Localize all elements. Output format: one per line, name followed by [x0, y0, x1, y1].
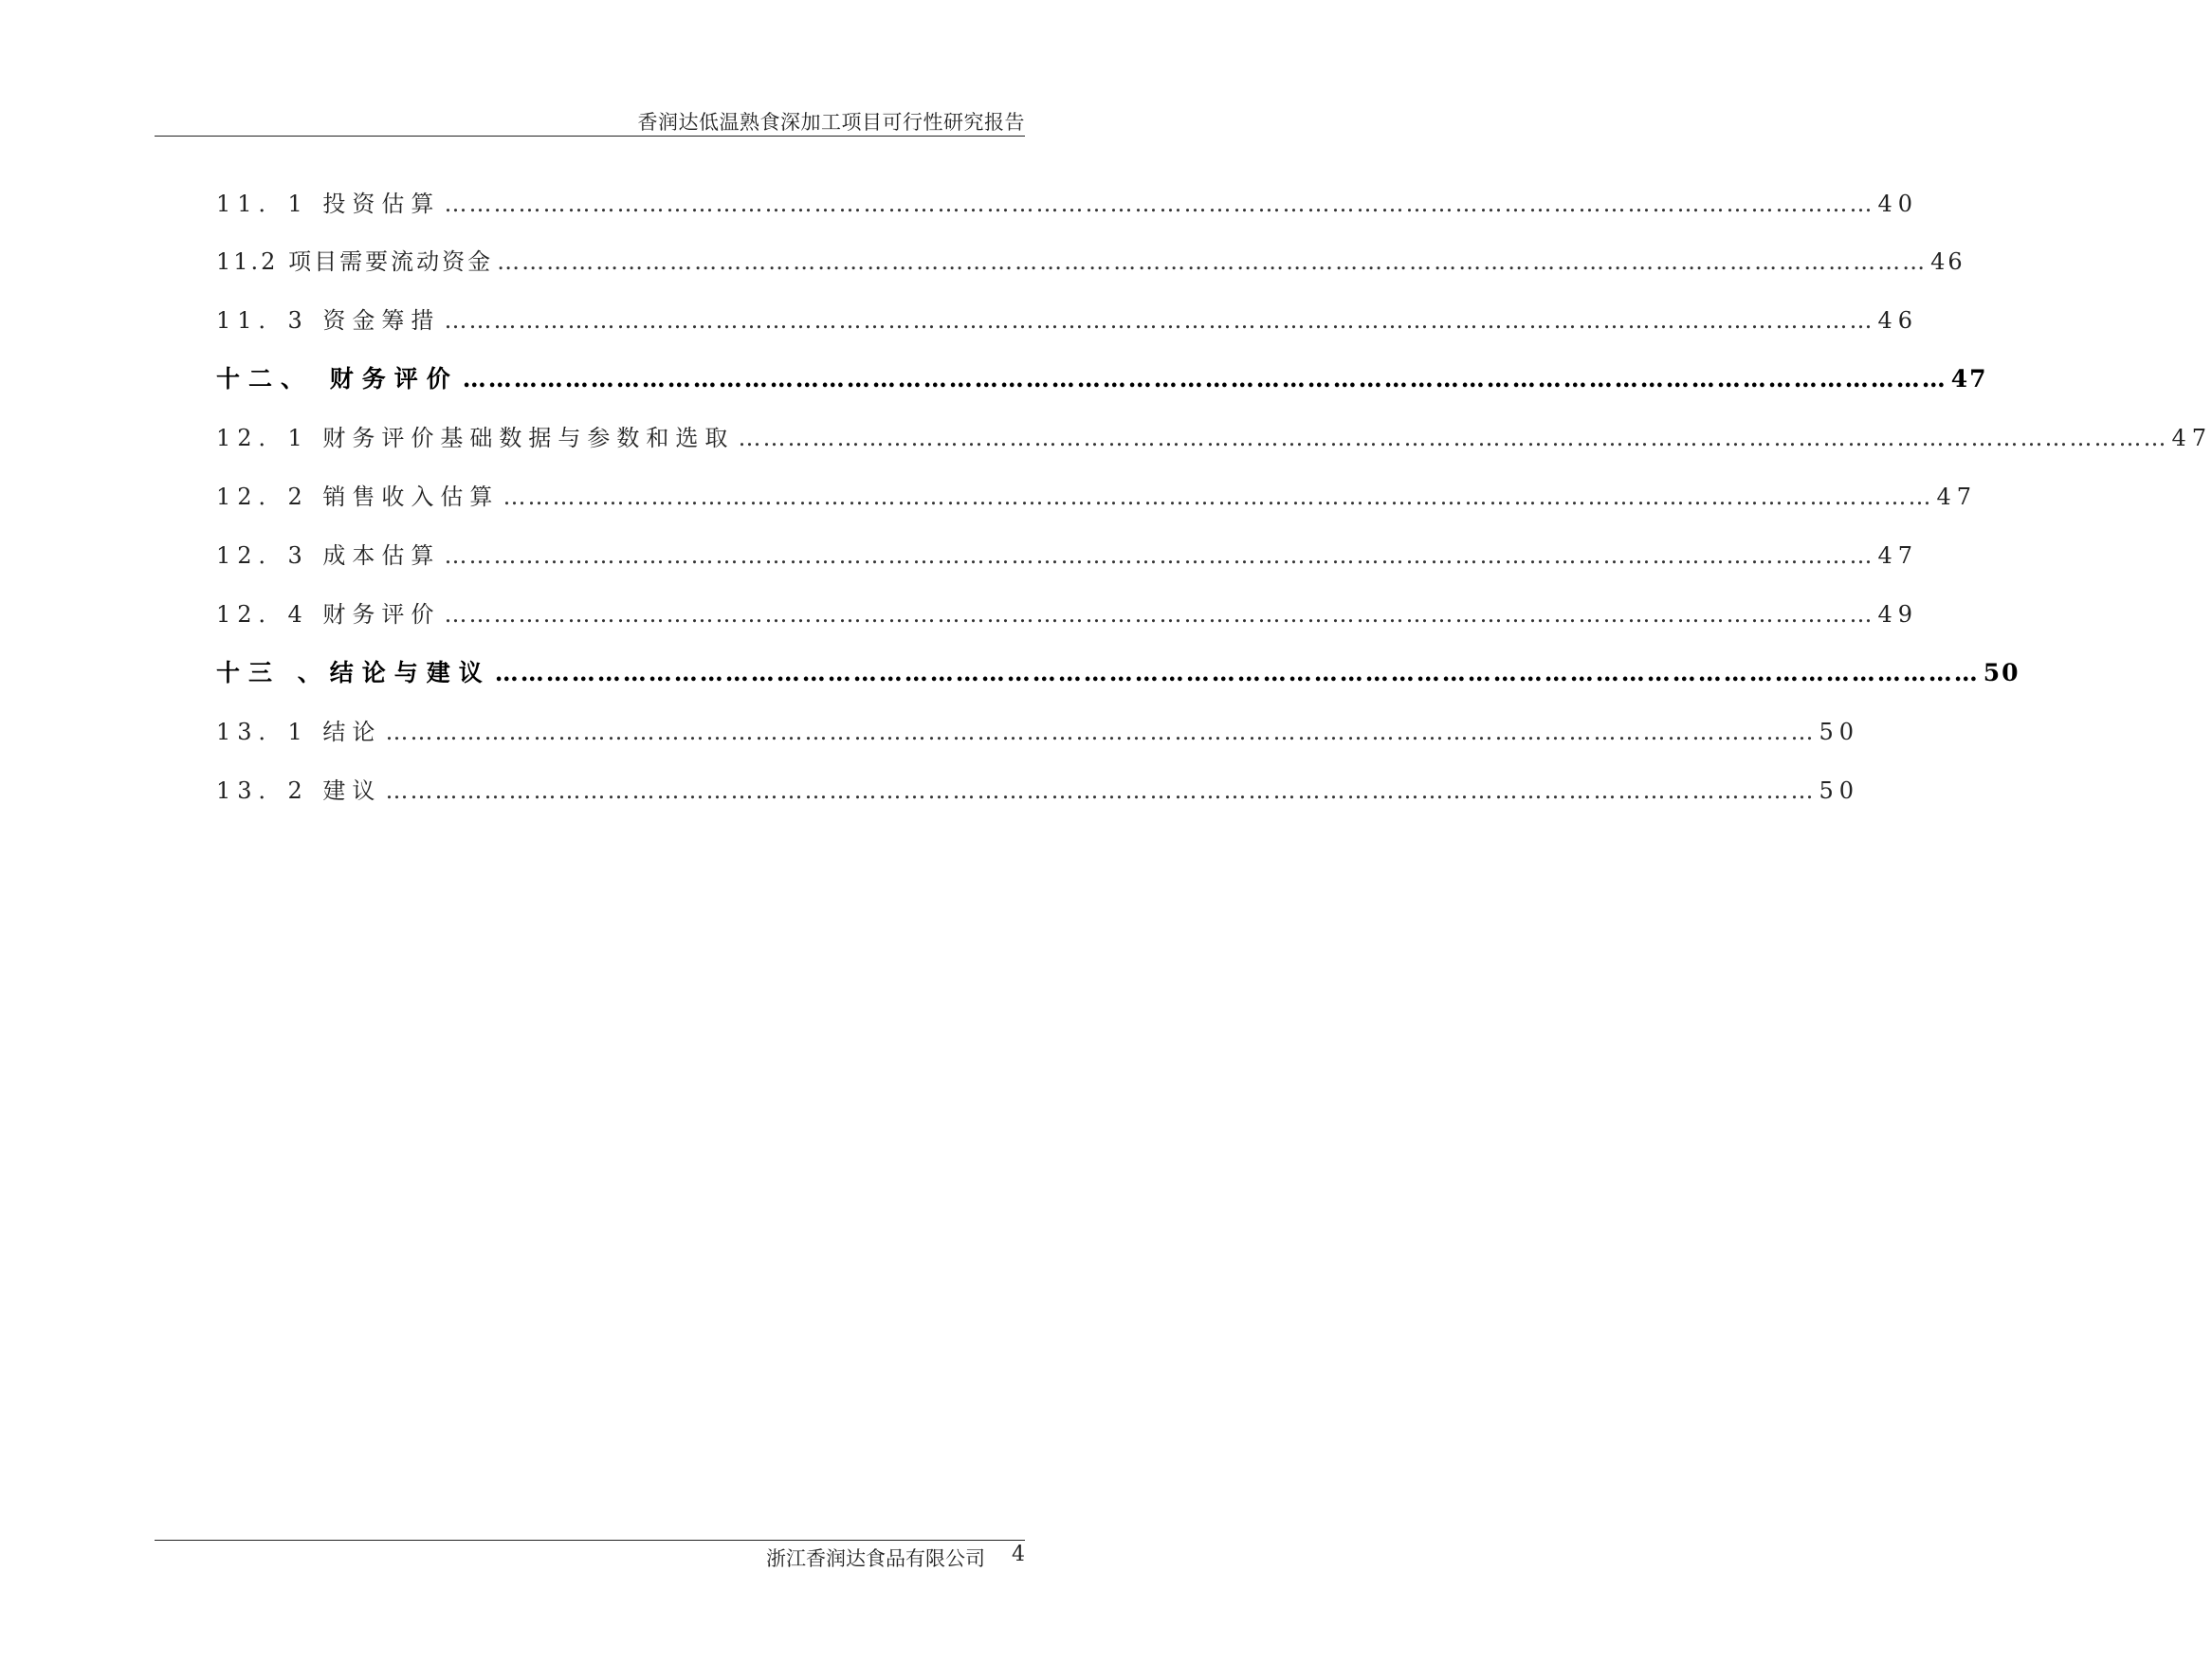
- toc-entry[interactable]: [216, 595, 1918, 633]
- toc-entry-label: 11．3 资金筹措: [216, 307, 441, 334]
- toc-entry[interactable]: [216, 478, 1977, 516]
- toc-dot-leader: …………………………………………………………………………………………………………………………………………………………: [738, 425, 2168, 451]
- toc-entry[interactable]: [216, 713, 1859, 751]
- toc-entry-label: 13．1 结论: [216, 719, 382, 745]
- toc-entry[interactable]: [216, 419, 2212, 457]
- toc-dot-leader: …………………………………………………………………………………………………………………………………………………………: [385, 719, 1816, 745]
- toc-chapter-entry[interactable]: [216, 360, 1988, 398]
- toc-dot-leader: …………………………………………………………………………………………………………………………………………………………: [503, 484, 1933, 510]
- toc-page-number: 50: [1819, 777, 1859, 804]
- toc-page-number: 50: [1983, 659, 2020, 686]
- toc-page-number: 50: [1819, 719, 1859, 745]
- toc-dot-leader: …………………………………………………………………………………………………………………………………………………………: [444, 307, 1874, 334]
- toc-page-number: 46: [1877, 307, 1918, 334]
- toc-dot-leader: …………………………………………………………………………………………………………………………………………………………: [494, 659, 1980, 686]
- toc-dot-leader: …………………………………………………………………………………………………………………………………………………………: [385, 777, 1816, 804]
- toc-dot-leader: …………………………………………………………………………………………………………………………………………………………: [444, 542, 1874, 569]
- toc-dot-leader: …………………………………………………………………………………………………………………………………………………………: [497, 248, 1928, 275]
- toc-page-number: 47: [2171, 425, 2212, 451]
- toc-entry-label: 12．3 成本估算: [216, 542, 441, 569]
- toc-entry-label: 12．4 财务评价: [216, 601, 441, 628]
- header-divider: [155, 136, 1025, 137]
- toc-dot-leader: …………………………………………………………………………………………………………………………………………………………: [462, 365, 1947, 393]
- toc-page-number: 49: [1877, 601, 1918, 628]
- toc-entry[interactable]: [216, 537, 1918, 575]
- toc-page-number: 47: [1877, 542, 1918, 569]
- toc-chapter-label: 十二、 财务评价: [216, 365, 459, 393]
- toc-page-number: 40: [1877, 191, 1918, 217]
- toc-entry-label: 11．1 投资估算: [216, 191, 441, 217]
- toc-entry[interactable]: [216, 185, 1918, 223]
- toc-entry-label: 11.2 项目需要流动资金: [216, 248, 494, 275]
- toc-entry-label: 13．2 建议: [216, 777, 382, 804]
- toc-entry-label: 12．2 销售收入估算: [216, 484, 500, 510]
- toc-entry[interactable]: [216, 772, 1859, 810]
- toc-page-number: 46: [1930, 248, 1965, 275]
- toc-entry-label: 12．1 财务评价基础数据与参数和选取: [216, 425, 735, 451]
- toc-entry[interactable]: [216, 302, 1918, 339]
- toc-page-number: 47: [1936, 484, 1977, 510]
- document-title: 香润达低温熟食深加工项目可行性研究报告: [637, 111, 1025, 134]
- toc-page-number: 47: [1950, 365, 1988, 393]
- footer-divider: [155, 1540, 1025, 1541]
- toc-entry[interactable]: [216, 243, 1965, 281]
- page-number: 4: [1012, 1543, 1025, 1566]
- toc-dot-leader: …………………………………………………………………………………………………………………………………………………………: [444, 601, 1874, 628]
- toc-dot-leader: …………………………………………………………………………………………………………………………………………………………: [444, 191, 1874, 217]
- toc-chapter-label: 十三 、结论与建议: [216, 659, 491, 686]
- company-name: 浙江香润达食品有限公司: [766, 1547, 985, 1570]
- toc-chapter-entry[interactable]: [216, 654, 2020, 692]
